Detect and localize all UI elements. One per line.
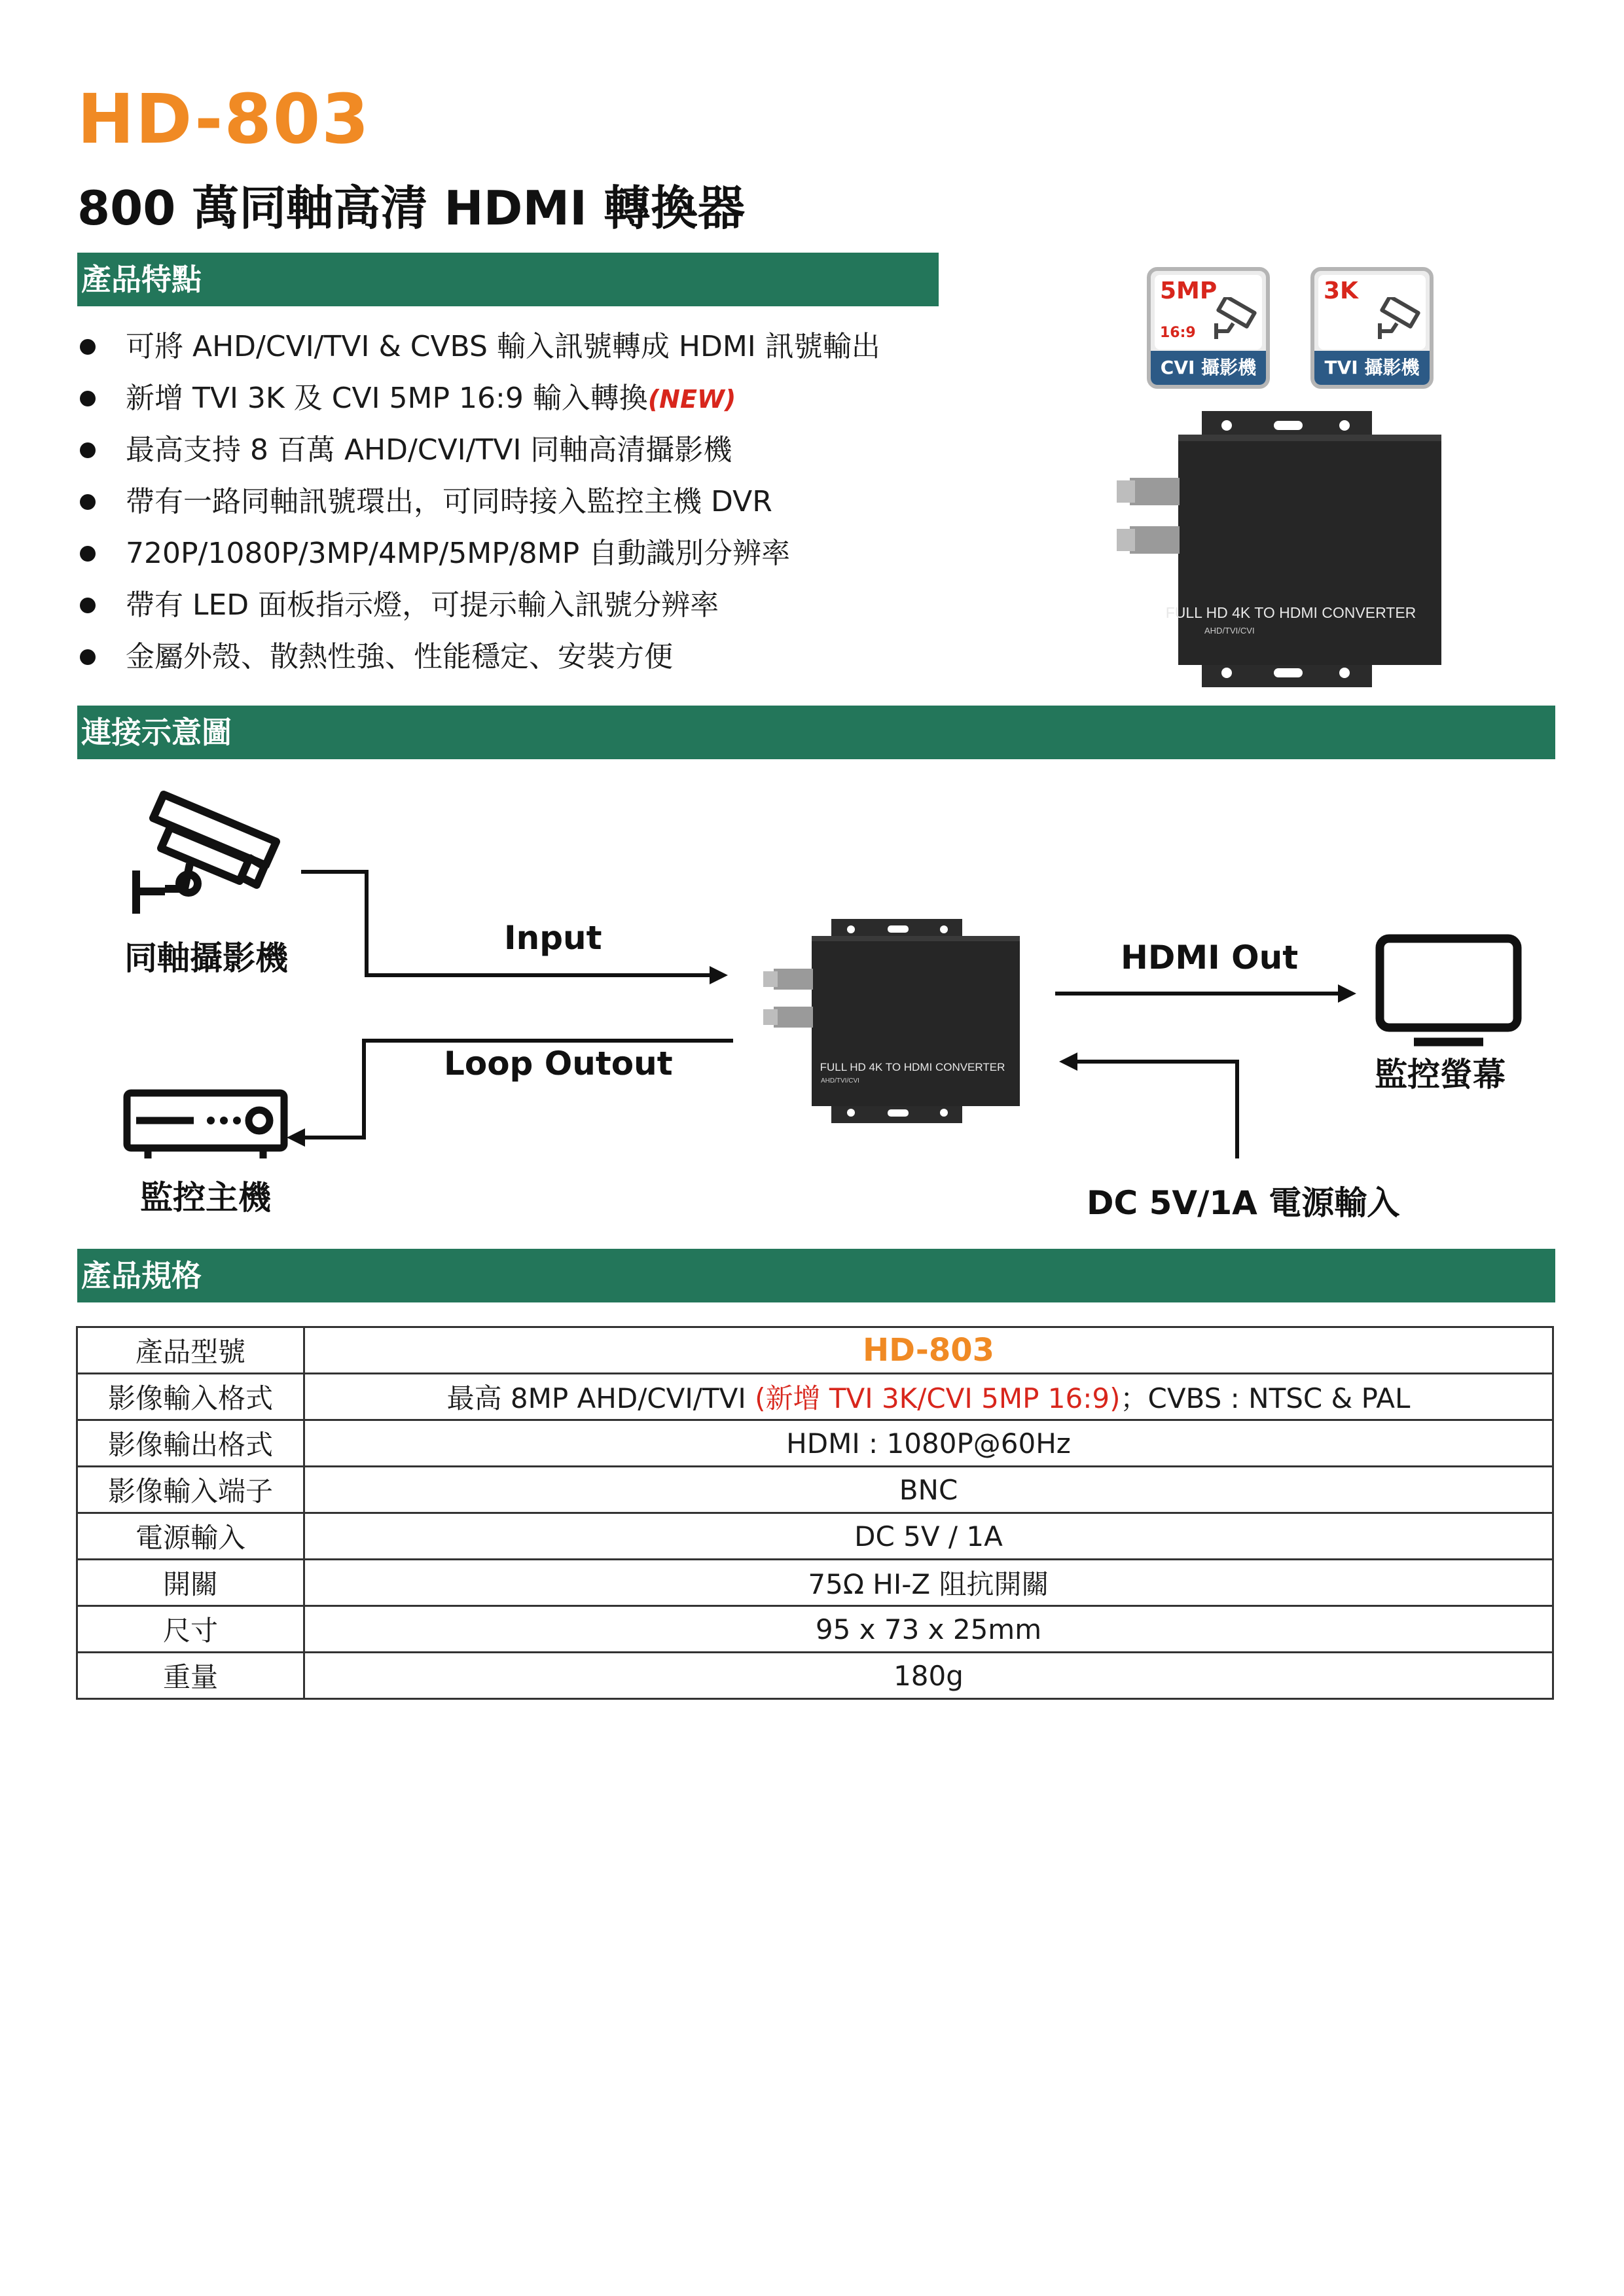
converter-sublabel: AHD/TVI/CVI (821, 1077, 859, 1085)
converter-device (751, 916, 1026, 1126)
device-sublabel: AHD/TVI/CVI (1204, 626, 1255, 636)
spec-value: HDMI : 1080P@60Hz (304, 1420, 1553, 1467)
spec-key: 影像輸出格式 (77, 1420, 304, 1467)
table-row (77, 1374, 1553, 1420)
spec-value: 最高 8MP AHD/CVI/TVI (新增 TVI 3K/CVI 5MP 16:9)；CVBS : NTSC & PAL (304, 1374, 1553, 1420)
camera-icon (1372, 297, 1423, 343)
bullet-icon (80, 391, 96, 406)
bullet-icon (80, 598, 96, 613)
camera-label: 同軸攝影機 (124, 939, 288, 977)
new-tag: (NEW) (647, 385, 736, 414)
camera-icon (1208, 297, 1259, 343)
table-row (77, 1513, 1553, 1560)
table-row (77, 1653, 1553, 1699)
bullet-icon (80, 442, 96, 458)
table-row (77, 1327, 1553, 1374)
monitor-label: 監控螢幕 (1375, 1056, 1506, 1094)
spec-table (76, 1326, 1554, 1700)
dvr-label: 監控主機 (140, 1179, 271, 1217)
table-row (77, 1606, 1553, 1653)
spec-value: 75Ω HI-Z 阻抗開關 (304, 1560, 1553, 1606)
device-label: FULL HD 4K TO HDMI CONVERTER (1165, 604, 1416, 621)
section-specs-header: 產品規格 (77, 1249, 1555, 1302)
spec-value: BNC (304, 1467, 1553, 1513)
table-row (77, 1467, 1553, 1513)
input-label: Input (504, 919, 602, 957)
spec-key: 產品型號 (77, 1327, 304, 1374)
spec-value: HD-803 (304, 1327, 1553, 1374)
spec-key: 開關 (77, 1560, 304, 1606)
spec-value: 95 x 73 x 25mm (304, 1606, 1553, 1653)
section-diagram-header: 連接示意圖 (77, 706, 1555, 759)
device-photo (1106, 408, 1447, 690)
badge-cvi-5mp: 5MP 16:9 CVI 攝影機 (1147, 267, 1270, 389)
spec-key: 重量 (77, 1653, 304, 1699)
spec-value: DC 5V / 1A (304, 1513, 1553, 1560)
section-features-header: 產品特點 (77, 253, 939, 306)
model-title: HD-803 (77, 79, 370, 159)
monitor-icon (1375, 933, 1523, 1049)
table-row (77, 1420, 1553, 1467)
product-title: 800 萬同軸高清 HDMI 轉換器 (77, 181, 745, 236)
spec-key: 影像輸入格式 (77, 1374, 304, 1420)
spec-key: 電源輸入 (77, 1513, 304, 1560)
spec-key: 尺寸 (77, 1606, 304, 1653)
bullet-icon (80, 339, 96, 355)
bullet-icon (80, 494, 96, 510)
badge-tvi-3k: 3K TVI 攝影機 (1310, 267, 1434, 389)
bullet-icon (80, 649, 96, 665)
converter-label: FULL HD 4K TO HDMI CONVERTER (820, 1061, 1005, 1073)
spec-key: 影像輸入端子 (77, 1467, 304, 1513)
table-row (77, 1560, 1553, 1606)
power-input-label: DC 5V/1A 電源輸入 (1087, 1184, 1400, 1222)
spec-value: 180g (304, 1653, 1553, 1699)
loop-out-label: Loop Outout (444, 1045, 673, 1083)
bullet-icon (80, 546, 96, 562)
hdmi-out-label: HDMI Out (1121, 939, 1299, 977)
